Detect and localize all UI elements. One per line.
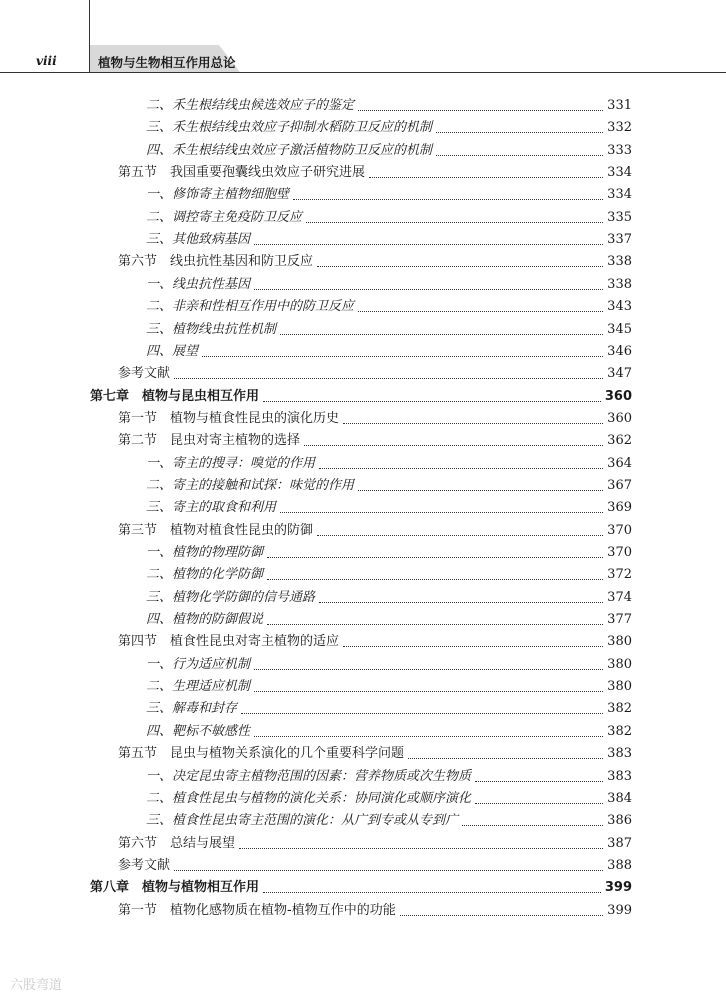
toc-entry-item	[146, 696, 632, 718]
toc-leader-dots	[319, 602, 603, 603]
toc-entry-page: 338	[607, 254, 632, 270]
toc-leader-dots	[369, 177, 603, 178]
toc-entry-page: 380	[607, 679, 632, 695]
toc-entry-item	[146, 585, 632, 607]
toc-entry-item	[146, 808, 632, 830]
toc-entry-page: 374	[607, 589, 632, 605]
toc-entry-page: 382	[607, 701, 632, 717]
page-header	[0, 0, 726, 78]
toc-entry-title: 三、其他致病基因	[146, 232, 251, 248]
toc-entry-page: 335	[607, 209, 632, 225]
toc-entry-title: 二、植食性昆虫与植物的演化关系：协同演化或顺序演化	[146, 790, 472, 806]
toc-entry-page: 382	[607, 723, 632, 739]
toc-entry-item	[146, 272, 632, 294]
toc-entry-title: 第一节 植物与植食性昆虫的演化历史	[118, 410, 340, 426]
toc-leader-dots	[343, 423, 603, 424]
toc-entry-section	[118, 160, 632, 182]
toc-entry-title: 一、植物的物理防御	[146, 545, 264, 560]
toc-leader-dots	[304, 445, 603, 446]
toc-leader-dots	[319, 468, 603, 469]
toc-entry-page: 337	[607, 232, 632, 248]
header-vertical-rule	[89, 0, 90, 72]
toc-entry-item	[146, 317, 632, 339]
toc-entry-page: 345	[607, 321, 632, 337]
toc-entry-section	[118, 741, 632, 763]
toc-entry-section	[118, 428, 632, 450]
toc-entry-item	[146, 339, 632, 361]
toc-entry-chapter	[90, 875, 632, 897]
toc-entry-ref	[118, 361, 632, 383]
toc-entry-title: 四、靶标不敏感性	[146, 723, 251, 739]
toc-entry-title: 一、线虫抗性基因	[146, 276, 251, 292]
toc-entry-page: 333	[607, 142, 632, 158]
toc-entry-item	[146, 607, 632, 629]
toc-leader-dots	[436, 155, 603, 156]
toc-entry-title: 参考文献	[118, 366, 171, 382]
toc-leader-dots	[280, 512, 603, 513]
toc-entry-title: 一、修饰寄主植物细胞壁	[146, 187, 290, 203]
toc-entry-title: 四、植物的防御假说	[146, 612, 264, 628]
toc-entry-item	[146, 115, 632, 137]
toc-entry-section	[118, 898, 632, 920]
toc-entry-page: 346	[607, 343, 632, 359]
toc-entry-page: 347	[607, 366, 632, 382]
toc-entry-title: 四、禾生根结线虫效应子激活植物防卫反应的机制	[146, 142, 433, 158]
toc-leader-dots	[317, 535, 603, 536]
toc-leader-dots	[254, 669, 603, 670]
toc-entry-item	[146, 451, 632, 473]
toc-entry-title: 一、行为适应机制	[146, 656, 251, 672]
toc-entry-section	[118, 249, 632, 271]
toc-leader-dots	[263, 892, 601, 893]
toc-entry-section	[118, 406, 632, 428]
toc-leader-dots	[475, 781, 603, 782]
toc-entry-section	[118, 831, 632, 853]
toc-entry-title: 二、非亲和性相互作用中的防卫反应	[146, 299, 355, 315]
toc-leader-dots	[174, 378, 603, 379]
toc-entry-item	[146, 205, 632, 227]
toc-entry-item	[146, 540, 632, 562]
toc-leader-dots	[254, 289, 603, 290]
toc-entry-page: 380	[607, 656, 632, 672]
toc-entry-page: 360	[607, 410, 632, 426]
toc-entry-title: 三、植食性昆虫寄主范围的演化：从广到专或从专到广	[146, 813, 459, 829]
toc-entry-item	[146, 294, 632, 316]
toc-entry-title: 第七章 植物与昆虫相互作用	[90, 388, 260, 404]
page-number: viii	[36, 54, 57, 68]
header-horizontal-rule	[0, 72, 726, 73]
toc-entry-title: 第一节 植物化感物质在植物-植物互作中的功能	[118, 902, 396, 918]
toc-leader-dots	[306, 222, 603, 223]
watermark: 六股弯道	[10, 978, 63, 993]
toc-entry-page: 369	[607, 500, 632, 516]
toc-entry-title: 第六节 总结与展望	[118, 835, 236, 851]
toc-leader-dots	[408, 758, 603, 759]
toc-entry-page: 334	[607, 165, 632, 181]
toc-entry-page: 364	[607, 455, 632, 471]
toc-entry-page: 372	[607, 567, 632, 583]
toc-entry-page: 399	[607, 902, 632, 918]
toc-leader-dots	[475, 803, 603, 804]
toc-leader-dots	[267, 624, 603, 625]
toc-leader-dots	[436, 132, 603, 133]
book-title: 植物与生物相互作用总论	[98, 55, 236, 70]
toc-leader-dots	[239, 848, 603, 849]
toc-leader-dots	[254, 736, 603, 737]
toc-entry-item	[146, 674, 632, 696]
toc-leader-dots	[254, 691, 603, 692]
toc-entry-title: 三、寄主的取食和利用	[146, 500, 277, 516]
toc-entry-page: 338	[607, 276, 632, 292]
toc-leader-dots	[174, 870, 603, 871]
toc-entry-page: 370	[607, 545, 632, 560]
toc-entry-item	[146, 786, 632, 808]
toc-leader-dots	[280, 334, 603, 335]
toc-entry-page: 386	[607, 813, 632, 829]
toc-entry-page: 334	[607, 187, 632, 203]
toc-entry-title: 二、调控寄主免疫防卫反应	[146, 209, 303, 225]
toc-entry-page: 367	[607, 477, 632, 493]
toc-entry-title: 三、禾生根结线虫效应子抑制水稻防卫反应的机制	[146, 120, 433, 136]
toc-entry-title: 三、解毒和封存	[146, 701, 238, 717]
toc-entry-page: 388	[607, 857, 632, 873]
toc-entry-page: 332	[607, 120, 632, 136]
toc-leader-dots	[343, 646, 603, 647]
toc-leader-dots	[358, 110, 603, 111]
toc-entry-title: 二、植物的化学防御	[146, 567, 264, 583]
toc-entry-title: 第三节 植物对植食性昆虫的防御	[118, 522, 314, 538]
toc-entry-item	[146, 93, 632, 115]
toc-leader-dots	[358, 490, 603, 491]
toc-entry-page: 380	[607, 634, 632, 650]
toc-entry-title: 三、植物化学防御的信号通路	[146, 589, 316, 605]
toc-entry-item	[146, 227, 632, 249]
toc-leader-dots	[293, 199, 603, 200]
toc-entry-title: 第二节 昆虫对寄主植物的选择	[118, 433, 301, 449]
toc-leader-dots	[317, 266, 603, 267]
toc-entry-title: 第五节 我国重要孢囊线虫效应子研究进展	[118, 165, 366, 181]
toc-entry-title: 三、植物线虫抗性机制	[146, 321, 277, 337]
toc-entry-page: 343	[607, 299, 632, 315]
toc-leader-dots	[202, 356, 603, 357]
toc-entry-item	[146, 473, 632, 495]
toc-leader-dots	[267, 557, 603, 558]
toc-entry-item	[146, 182, 632, 204]
toc-entry-page: 377	[607, 612, 632, 628]
toc-entry-title: 二、寄主的接触和试探：味觉的作用	[146, 477, 355, 493]
toc-entry-page: 383	[607, 768, 632, 784]
toc-entry-title: 二、禾生根结线虫候选效应子的鉴定	[146, 98, 355, 113]
toc-entry-section	[118, 518, 632, 540]
toc-entry-item	[146, 562, 632, 584]
toc-leader-dots	[241, 713, 603, 714]
toc-entry-title: 二、生理适应机制	[146, 679, 251, 695]
toc-entry-title: 四、展望	[146, 343, 199, 359]
toc-entry-title: 第四节 植食性昆虫对寄主植物的适应	[118, 634, 340, 650]
toc-entry-title: 第八章 植物与植物相互作用	[90, 880, 260, 896]
toc-entry-title: 第五节 昆虫与植物关系演化的几个重要科学问题	[118, 746, 405, 762]
toc-entry-page: 370	[607, 522, 632, 538]
toc-leader-dots	[267, 579, 603, 580]
toc-entry-title: 第六节 线虫抗性基因和防卫反应	[118, 254, 314, 270]
toc-entry-page: 360	[604, 388, 632, 404]
toc-entry-section	[118, 629, 632, 651]
toc-entry-ref	[118, 853, 632, 875]
toc-entry-chapter	[90, 384, 632, 406]
toc-leader-dots	[462, 825, 603, 826]
toc-leader-dots	[254, 244, 603, 245]
toc-leader-dots	[358, 311, 603, 312]
toc-entry-page: 362	[607, 433, 632, 449]
toc-leader-dots	[263, 401, 601, 402]
toc-entry-title: 参考文献	[118, 857, 171, 873]
toc-entry-title: 一、寄主的搜寻：嗅觉的作用	[146, 455, 316, 471]
toc-entry-item	[146, 138, 632, 160]
toc-entry-page: 331	[607, 98, 632, 113]
toc-entry-item	[146, 719, 632, 741]
toc-entry-page: 399	[604, 880, 632, 896]
toc-entry-item	[146, 495, 632, 517]
toc-entry-item	[146, 652, 632, 674]
toc-entry-page: 387	[607, 835, 632, 851]
toc-entry-item	[146, 764, 632, 786]
toc-entry-title: 一、决定昆虫寄主植物范围的因素：营养物质或次生物质	[146, 768, 472, 784]
toc-leader-dots	[400, 915, 603, 916]
toc-entry-page: 383	[607, 746, 632, 762]
toc-entry-page: 384	[607, 790, 632, 806]
